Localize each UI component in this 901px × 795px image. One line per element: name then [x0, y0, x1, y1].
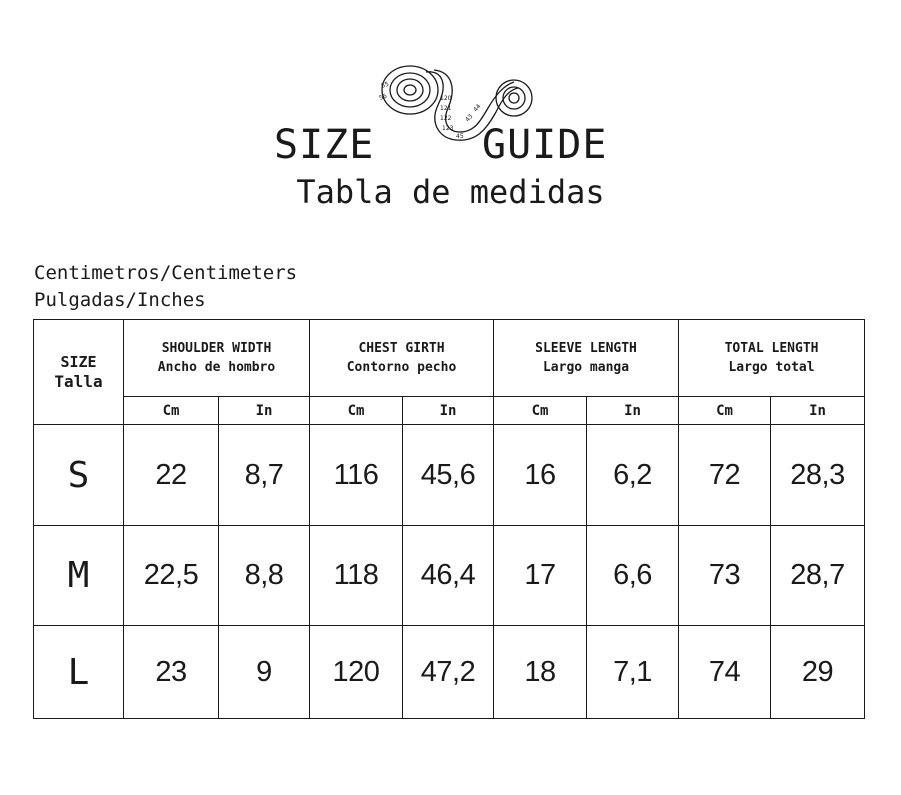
- table-cell: 22: [124, 425, 219, 526]
- page-title: [0, 122, 901, 172]
- svg-text:122: 122: [440, 115, 452, 122]
- table-row-m: [34, 526, 865, 626]
- size-label: M: [34, 526, 124, 626]
- header: [0, 0, 901, 230]
- size-table: [33, 319, 865, 719]
- table-cell: 22,5: [124, 526, 219, 626]
- unit-label: Cm: [124, 397, 219, 425]
- units-inches: Pulgadas/Inches: [34, 289, 206, 311]
- title-size: SIZE: [274, 122, 375, 168]
- table-cell: 9: [219, 626, 310, 719]
- unit-label: In: [403, 397, 494, 425]
- svg-text:123: 123: [442, 125, 454, 132]
- group-label-en: TOTAL LENGTH: [724, 341, 819, 356]
- page-subtitle: Tabla de medidas: [296, 173, 605, 211]
- table-cell: 47,2: [403, 626, 494, 719]
- svg-text:120: 120: [440, 95, 452, 102]
- unit-label: In: [771, 397, 865, 425]
- table-cell: 28,3: [771, 425, 865, 526]
- table-cell: 28,7: [771, 526, 865, 626]
- group-label-en: SHOULDER WIDTH: [161, 341, 272, 356]
- group-label-es: Largo total: [728, 360, 815, 375]
- group-label-es: Ancho de hombro: [157, 360, 276, 375]
- table-cell: 6,6: [587, 526, 679, 626]
- table-cell: 6,2: [587, 425, 679, 526]
- table-cell: 18: [494, 626, 587, 719]
- group-header-sleeve: [494, 320, 679, 397]
- table-cell: 116: [310, 425, 403, 526]
- table-cell: 7,1: [587, 626, 679, 719]
- group-header-chest: [310, 320, 494, 397]
- table-cell: 29: [771, 626, 865, 719]
- table-cell: 8,8: [219, 526, 310, 626]
- group-label-en: CHEST GIRTH: [358, 341, 445, 356]
- size-header-es: Talla: [54, 371, 103, 391]
- unit-label: Cm: [310, 397, 403, 425]
- title-guide: GUIDE: [482, 122, 608, 168]
- unit-label: Cm: [679, 397, 771, 425]
- size-column-header: [34, 320, 124, 425]
- group-header-total: [679, 320, 865, 397]
- unit-label: In: [587, 397, 679, 425]
- table-cell: 17: [494, 526, 587, 626]
- svg-text:56: 56: [378, 92, 388, 102]
- table-cell: 72: [679, 425, 771, 526]
- table-cell: 118: [310, 526, 403, 626]
- table-cell: 46,4: [403, 526, 494, 626]
- table-row-l: [34, 626, 865, 719]
- table-cell: 120: [310, 626, 403, 719]
- table-header-row: [34, 320, 865, 397]
- size-label: L: [34, 626, 124, 719]
- table-cell: 23: [124, 626, 219, 719]
- svg-text:121: 121: [440, 105, 452, 112]
- size-header-en: SIZE: [60, 352, 97, 371]
- group-label-es: Contorno pecho: [346, 360, 457, 375]
- table-cell: 8,7: [219, 425, 310, 526]
- svg-text:45: 45: [456, 133, 464, 140]
- unit-header-row: [34, 397, 865, 425]
- group-label-en: SLEEVE LENGTH: [535, 341, 637, 356]
- size-label: S: [34, 425, 124, 526]
- svg-text:55: 55: [380, 80, 390, 90]
- unit-label: Cm: [494, 397, 587, 425]
- group-header-shoulder: [124, 320, 310, 397]
- unit-label: In: [219, 397, 310, 425]
- table-cell: 74: [679, 626, 771, 719]
- units-legend: [34, 260, 297, 314]
- table-row-s: [34, 425, 865, 526]
- svg-text:44: 44: [472, 102, 483, 114]
- group-label-es: Largo manga: [542, 360, 630, 375]
- table-cell: 73: [679, 526, 771, 626]
- table-cell: 16: [494, 425, 587, 526]
- svg-text:43: 43: [464, 112, 475, 124]
- units-centimeters: Centimetros/Centimeters: [34, 262, 298, 284]
- table-cell: 45,6: [403, 425, 494, 526]
